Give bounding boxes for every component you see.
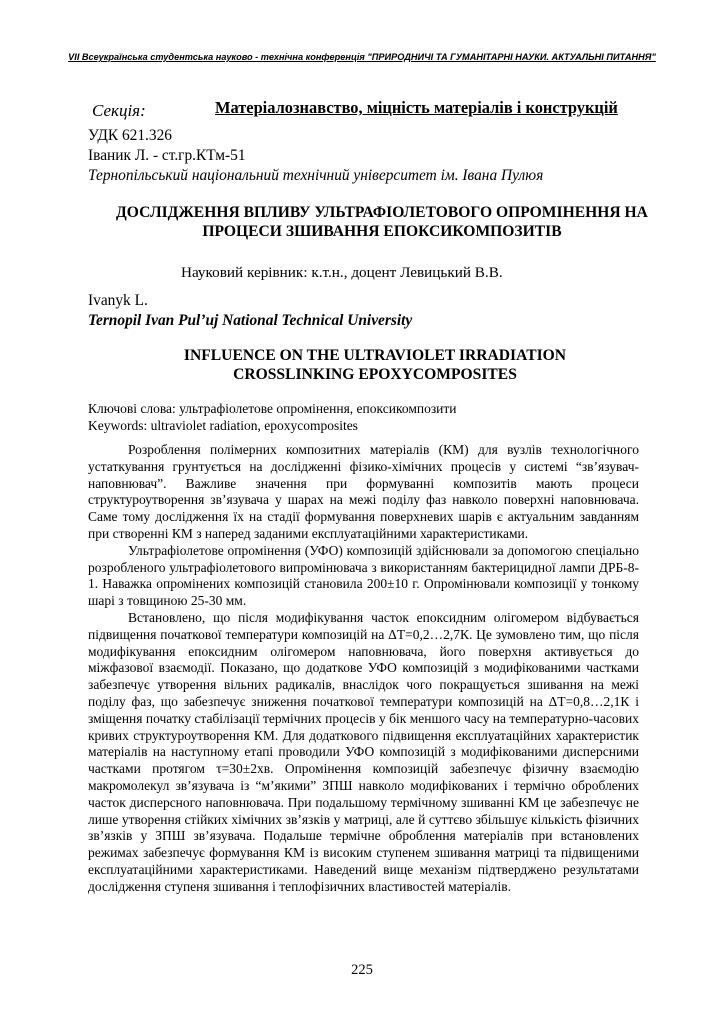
- conference-header: VII Всеукраїнська студентська науково - технічна конференція "ПРИРОДНИЧІ ТА ГУМАНІТАРНІ НАУКИ. АКТУАЛЬНІ ПИТАННЯ": [68, 52, 656, 62]
- udc-code: УДК 621.326: [88, 127, 172, 144]
- paragraph: Встановлено, що після модифікування часток епоксидним олігомером відбувається підвищення початкової температури композицій на ΔT=0,2…2,7К. Це зумовлено тим, що після модифікування епоксидним олігомером наповнювача, його поверхня активується до міжфазової взаємодії. Показано, що додаткове УФО композицій з модифікованими частками забезпечує утворення вільних радикалів, внаслідок чого покращується зшивання на межі поділу фаз, що забезпечує зниження початкової температури композицій на ΔT=0,8…2,1К і зміщення початку стабілізації термічних процесів у бік меншого часу на температурно-часових кривих структуроутворення КМ. Для додаткового підвищення експлуатаційних характеристик матеріалів на наступному етапі проводили УФО композицій з модифікованими дисперсними частками протягом τ=30±2хв. Опромінення композицій забезпечує фізичну взаємодію макромолекул зв’язувача із “м’якими” ЗПШ навколо модифікованих і термічно оброблених часток дисперсного наповнювача. При подальшому термічному зшиванні КМ це забезпечує не лише утворення стійких хімічних зв’язків у матриці, але й суттєво збільшує кількість фізичних зв’язків у ЗПШ зв’язувача. Подальше термічне оброблення матеріалів при встановлених режимах забезпечує формування КМ із високим ступенем зшивання матриці та підвищеними експлуатаційними характеристиками. Наведений вище механізм підтверджено результатами дослідження ступеня зшивання і теплофізичних властивостей матеріалів.: [88, 609, 639, 894]
- affiliation-ua: Тернопільський національний технічний університет ім. Івана Пулюя: [88, 167, 544, 184]
- affiliation-en: Ternopil Ivan Pul’uj National Technical University: [88, 312, 413, 329]
- section-label: Секція:: [92, 101, 146, 120]
- title-ua: ДОСЛІДЖЕННЯ ВПЛИВУ УЛЬТРАФІОЛЕТОВОГО ОПРОМІНЕННЯ НА ПРОЦЕСИ ЗШИВАННЯ ЕПОКСИКОМПОЗИТІВ: [116, 204, 648, 240]
- author-ua: Іваник Л. - ст.гр.КТм-51: [88, 147, 246, 164]
- keywords-ua: Ключові слова: ультрафіолетове опромінення, епоксикомпозити: [88, 401, 457, 416]
- keywords-en: Keywords: ultraviolet radiation, epoxycomposites: [88, 418, 358, 433]
- title-en: INFLUENCE ON THE ULTRAVIOLET IRRADIATION CROSSLINKING EPOXYCOMPOSITES: [183, 347, 567, 383]
- page-number: 225: [351, 962, 373, 978]
- section-title: Матеріалознавство, міцність матеріалів і конструкцій: [215, 98, 618, 117]
- paragraph: Розроблення полімерних композитних матеріалів (КМ) для вузлів технологічного устаткування грунтується на дослідженні фізико-хімічних процесів у системі “зв’язувач-наповнювач”. Важливе значення при формуванні композитів мають процеси структуроутворення зв’язувача у шарах на межі поділу фаз навколо поверхні наповнювача. Саме тому дослідження їх на стадії формування поверхневих шарів є актуальним завданням при створенні КМ з наперед заданими експлуатаційними характеристиками.: [88, 442, 639, 541]
- paragraph: Ультрафіолетове опромінення (УФО) композицій здійснювали за допомогою спеціально розробленого ультрафіолетового випромінювача з використанням бактерицидної лампи ДРБ-8-1. Наважка опромінених композицій становила 200±10 г. Опромінювали композиції у тонкому шарі з товщиною 25-30 мм.: [88, 542, 639, 609]
- supervisor: Науковий керівник: к.т.н., доцент Левицький В.В.: [181, 264, 503, 281]
- author-en: Ivanyk L.: [88, 292, 148, 309]
- article-body: [88, 442, 639, 896]
